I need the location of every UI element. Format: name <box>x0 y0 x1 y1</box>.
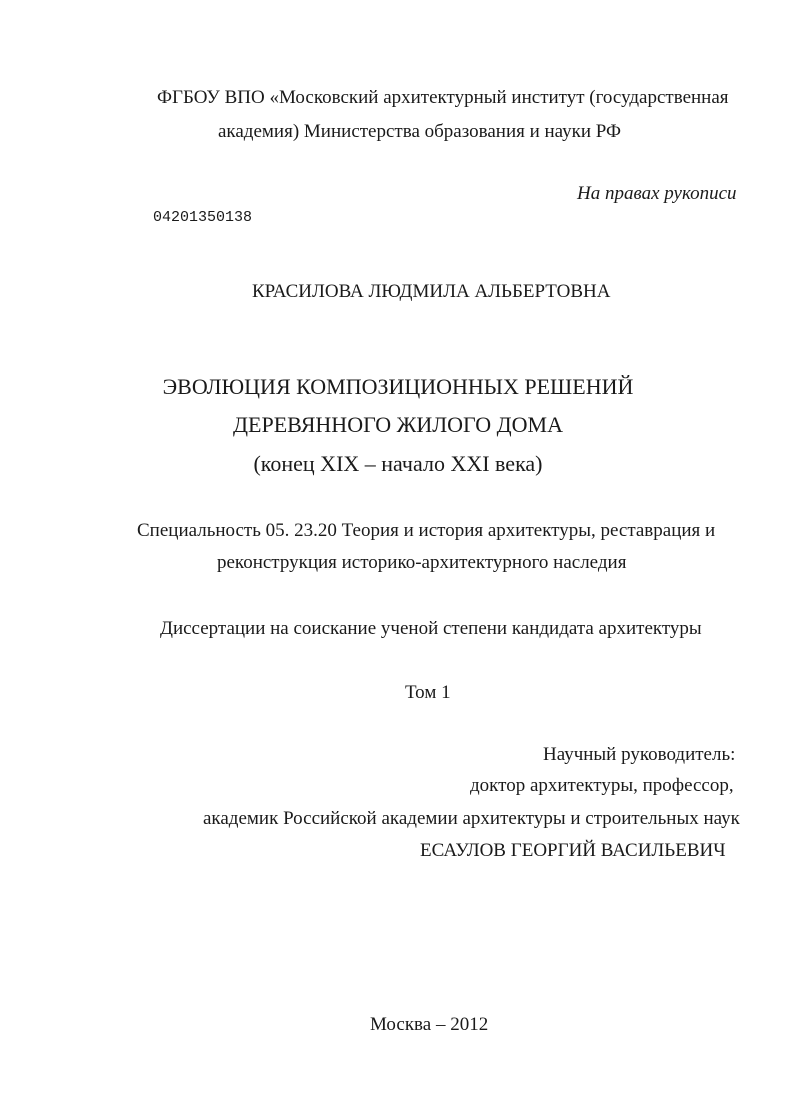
author-name: КРАСИЛОВА ЛЮДМИЛА АЛЬБЕРТОВНА <box>252 281 611 302</box>
dissertation-title-line-1: ЭВОЛЮЦИЯ КОМПОЗИЦИОННЫХ РЕШЕНИЙ <box>162 374 634 399</box>
supervisor-membership: академик Российской академии архитектуры и строительных наук <box>203 808 740 829</box>
supervisor-name: ЕСАУЛОВ ГЕОРГИЙ ВАСИЛЬЕВИЧ <box>420 840 726 861</box>
specialty-line-2: реконструкция историко-архитектурного наследия <box>217 552 627 573</box>
institution-line-2: академия) Министерства образования и науки РФ <box>218 121 622 142</box>
dissertation-title-line-2: ДЕРЕВЯННОГО ЖИЛОГО ДОМА <box>233 412 563 437</box>
dissertation-title-line-3: (конец XIX – начало XXI века) <box>253 451 543 476</box>
volume-label: Том 1 <box>405 682 451 703</box>
supervisor-label: Научный руководитель: <box>543 744 736 765</box>
city-year: Москва – 2012 <box>370 1014 489 1035</box>
degree-line: Диссертации на соискание ученой степени кандидата архитектуры <box>160 618 702 639</box>
manuscript-rights-note: На правах рукописи <box>577 183 737 204</box>
institution-line-1: ФГБОУ ВПО «Московский архитектурный институт (государственная <box>157 87 729 108</box>
specialty-line-1: Специальность 05. 23.20 Теория и история архитектуры, реставрация и <box>137 520 716 541</box>
registration-number: 04201350138 <box>153 209 253 226</box>
supervisor-degree: доктор архитектуры, профессор, <box>470 775 734 796</box>
